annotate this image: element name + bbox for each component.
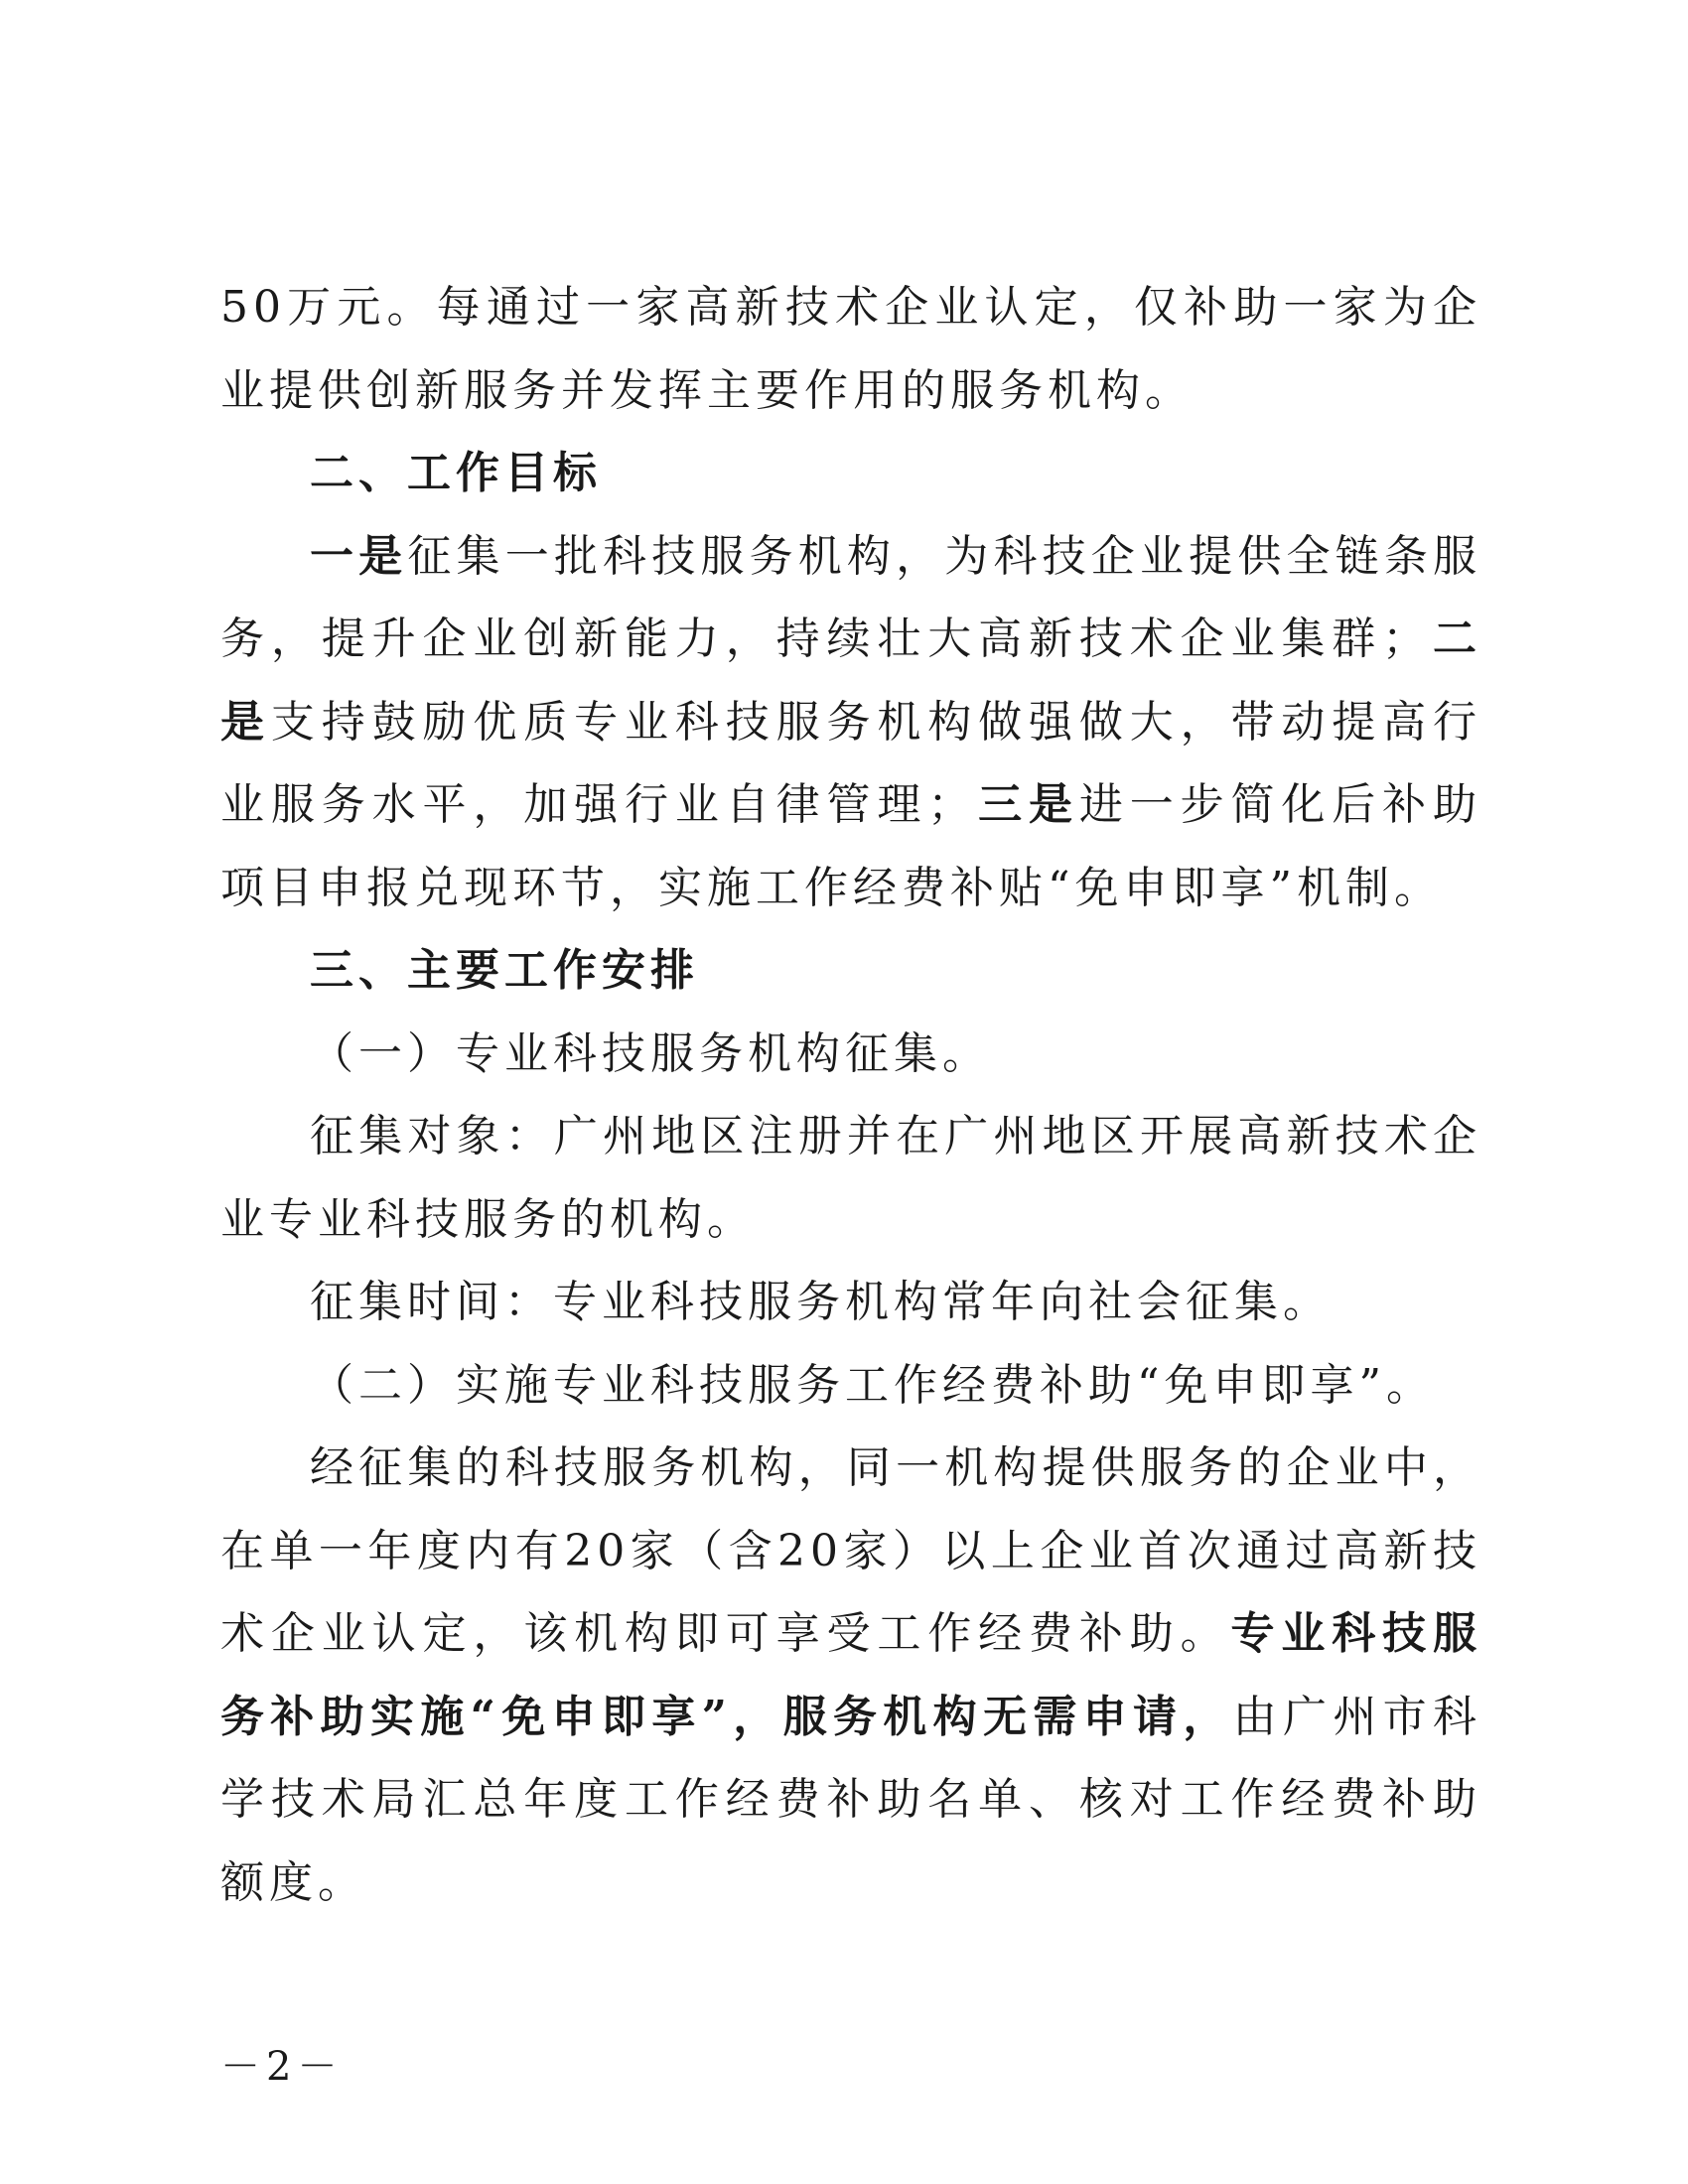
page-number: －2－ xyxy=(220,2044,344,2090)
paragraph-work-goals xyxy=(220,515,1481,930)
goal-1-label: 一是 xyxy=(310,530,408,582)
subsection-heading-collection: （一）专业科技服务机构征集。 xyxy=(310,1027,991,1079)
goal-3-text: 进一步简化后补助项目申报兑现环节，实施工作经费补贴“免申即享”机制。 xyxy=(220,779,1481,913)
section-heading-work-goals: 二、工作目标 xyxy=(310,448,602,498)
section-heading-main-arrangements: 三、主要工作安排 xyxy=(310,945,699,996)
goal-1-text: 征集一批科技服务机构，为科技企业提供全链条服务，提升企业创新能力，持续壮大高新技术企业集群； xyxy=(220,530,1482,664)
paragraph-subsidy-details xyxy=(220,1427,1481,1924)
subsidy-text-bold: 专业科技服务补助实施“免申即享”，服务机构无需申请， xyxy=(220,1608,1481,1742)
goal-2-text: 支持鼓励优质专业科技服务机构做强做大，带动提高行业服务水平，加强行业自律管理； xyxy=(220,696,1481,830)
goal-3-label: 三是 xyxy=(976,779,1079,830)
paragraph-subsidy-cap: 50万元。每通过一家高新技术企业认定，仅补助一家为企业提供创新服务并发挥主要作用的服务机构。 xyxy=(220,282,1481,416)
document-body xyxy=(220,266,1481,1924)
subsidy-text-b: 由广州市科学技术局汇总年度工作经费补助名单、核对工作经费补助额度。 xyxy=(220,1691,1481,1908)
subsidy-text-a: 经征集的科技服务机构，同一机构提供服务的企业中，在单一年度内有20家（含20家）以上企业首次通过高新技术企业认定，该机构即可享受工作经费补助。 xyxy=(220,1442,1481,1659)
paragraph-collection-target: 征集对象：广州地区注册并在广州地区开展高新技术企业专业科技服务的机构。 xyxy=(220,1111,1481,1245)
subsection-heading-subsidy: （二）实施专业科技服务工作经费补助“免申即享”。 xyxy=(310,1359,1435,1411)
goal-2-label: 二是 xyxy=(220,614,1481,748)
paragraph-collection-time: 征集时间：专业科技服务机构常年向社会征集。 xyxy=(310,1277,1332,1327)
